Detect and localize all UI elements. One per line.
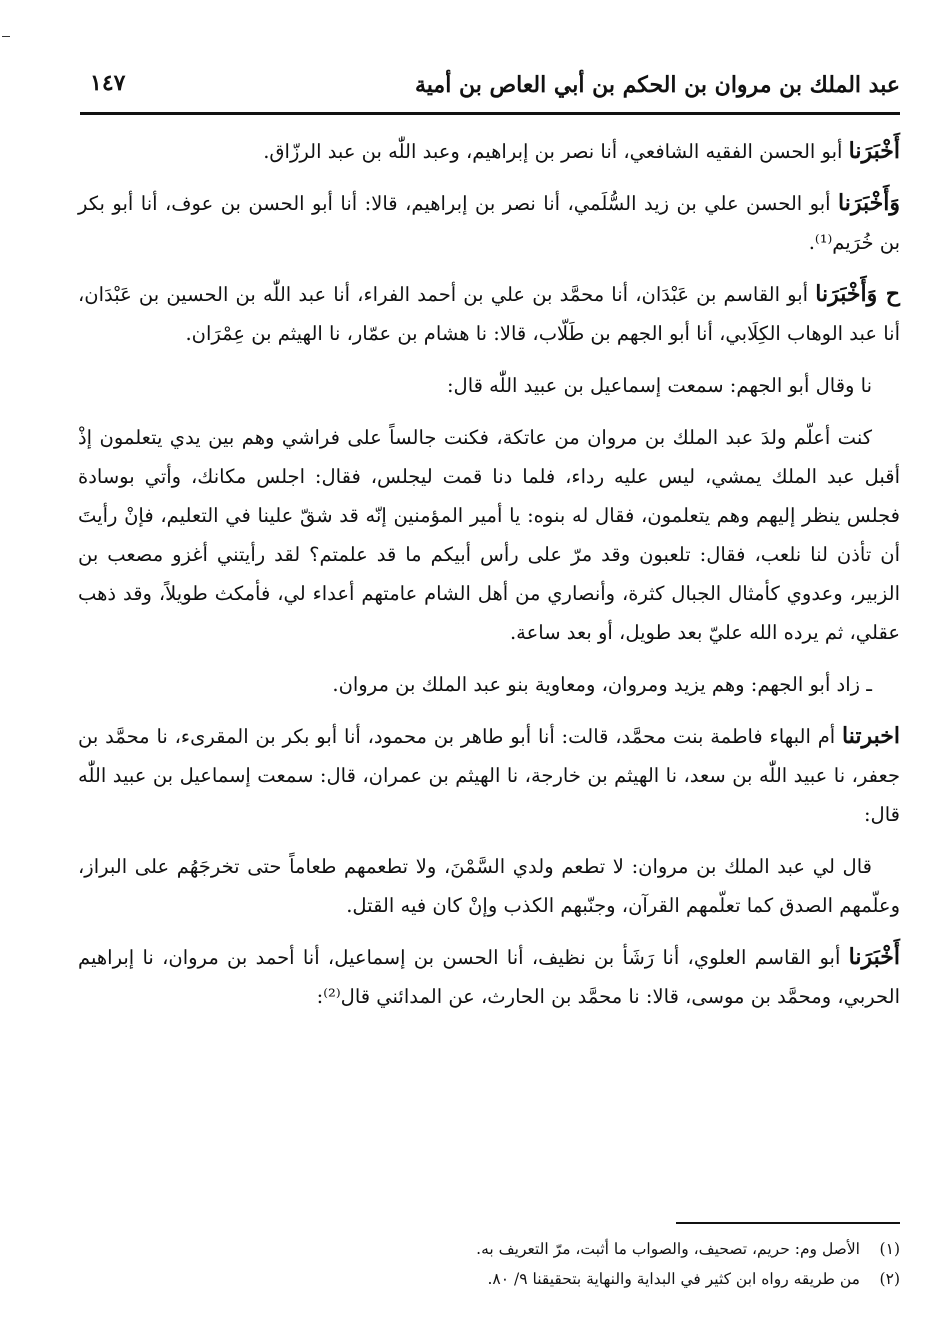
paragraph (78, 366, 900, 405)
page-number: ١٤٧ (90, 70, 126, 96)
paragraph-text: أم البهاء فاطمة بنت محمَّد، قالت: أنا أبو طاهر بن محمود، أنا أبو بكر بن المقرىء، نا محمَّد بن جعفر، نا عبيد اللّٰه بن سعد، نا الهيثم بن خارجة، نا الهيثم بن عمران، قال: سمعت إسماعيل بن عبيد اللّٰه قال: (78, 725, 900, 826)
footnote-number: (٢) (879, 1270, 900, 1288)
paragraph-text: نا وقال أبو الجهم: سمعت إسماعيل بن عبيد اللّٰه قال: (446, 374, 872, 397)
scan-edge-mark (2, 36, 10, 37)
footnote-text: الأصل وم: حريم، تصحيف، والصواب ما أثبت، مرّ التعريف به. (476, 1240, 860, 1258)
paragraph-text: أبو الحسن الفقيه الشافعي، أنا نصر بن إبراهيم، وعبد اللّٰه بن عبد الرزّاق. (263, 140, 849, 163)
paragraph-text: قال لي عبد الملك بن مروان: لا تطعم ولدي السَّمْنَ، ولا تطعمهم طعاماً حتى تخرجَهُم على البراز، وعلّمهم الصدق كما تعلّمهم القرآن، وجنّبهم الكذب وإنْ كان فيه القتل. (78, 855, 900, 917)
paragraph-text: أبو القاسم بن عَبْدَان، أنا محمَّد بن علي بن أحمد الفراء، أنا عبد اللّٰه بن الحسين بن عَبْدَان، أنا عبد الوهاب الكِلَابي، أنا أبو الجهم بن طَلّاب، قالا: نا هشام بن عمّار، نا الهيثم بن عِمْرَان. (78, 283, 900, 345)
footnote-rule (676, 1222, 900, 1224)
chain-lead-word: اخبرتنا (842, 723, 900, 749)
chain-lead-word: وَأَخْبَرَنا (838, 190, 900, 216)
paragraph-text: أبو الحسن علي بن زيد السُّلَمي، أنا نصر بن إبراهيم، قالا: أنا أبو الحسن بن عوف، أنا أبو بكر بن خُرَيم⁽¹⁾. (78, 192, 900, 254)
paragraph (78, 275, 900, 353)
paragraph-text: ـ زاد أبو الجهم: وهم يزيد ومروان، ومعاوية بنو عبد الملك بن مروان. (332, 673, 872, 696)
paragraph (78, 132, 900, 171)
chain-lead-word: أَخْبَرَنا (848, 138, 900, 164)
footnote (200, 1234, 900, 1264)
paragraph (78, 418, 900, 652)
paragraph (78, 717, 900, 834)
paragraph-text: كنت أعلّم ولدَ عبد الملك بن مروان من عاتكة، فكنت جالساً على فراشي وهم بين يدي يتعلمون إذْ أقبل عبد الملك يمشي، ليس عليه رداء، فلما دنا قمت ليجلس، فقال: اجلس مكانك، وأتي بوسادة فجلس ينظر إليهم وهم يتعلمون، فقال له بنوه: يا أمير المؤمنين إنّه قد شقّ علينا في التعليم، فإنْ رأيتَ أن تأذن لنا نلعب، فقال: تلعبون وقد مرّ على رأس أبيكم ما قد علمتم؟ لقد رأيتني أغزو مصعب بن الزبير، وعدوي كأمثال الجبال كثرة، وأنصاري من أهل الشام عامتهم أعداء لي، فأمكث طويلاً، وقد ذهب عقلي، ثم يرده الله عليّ بعد طويل، أو بعد ساعة. (78, 426, 900, 644)
header-rule (80, 112, 900, 115)
paragraph (78, 184, 900, 262)
footnote-text: من طريقه رواه ابن كثير في البداية والنهاية بتحقيقنا ٩/ ٨٠. (487, 1270, 860, 1288)
page-header (80, 64, 900, 114)
footnote-number: (١) (879, 1240, 900, 1258)
chain-lead-word: ح وَأَخْبَرَنا (815, 281, 900, 307)
footnote (200, 1264, 900, 1294)
footnotes (200, 1234, 900, 1294)
chain-lead-word: أَخْبَرَنا (848, 944, 900, 970)
running-title: عبد الملك بن مروان بن الحكم بن أبي العاص بن أمية (415, 72, 900, 98)
paragraph (78, 665, 900, 704)
paragraph-text: أبو القاسم العلوي، أنا رَشَأ بن نظيف، أنا الحسن بن إسماعيل، أنا أحمد بن مروان، نا إبراهيم الحربي، ومحمَّد بن موسى، قالا: نا محمَّد بن الحارث، عن المدائني قال⁽²⁾: (78, 946, 900, 1008)
paragraph (78, 938, 900, 1016)
main-text (78, 132, 900, 1029)
paragraph (78, 847, 900, 925)
